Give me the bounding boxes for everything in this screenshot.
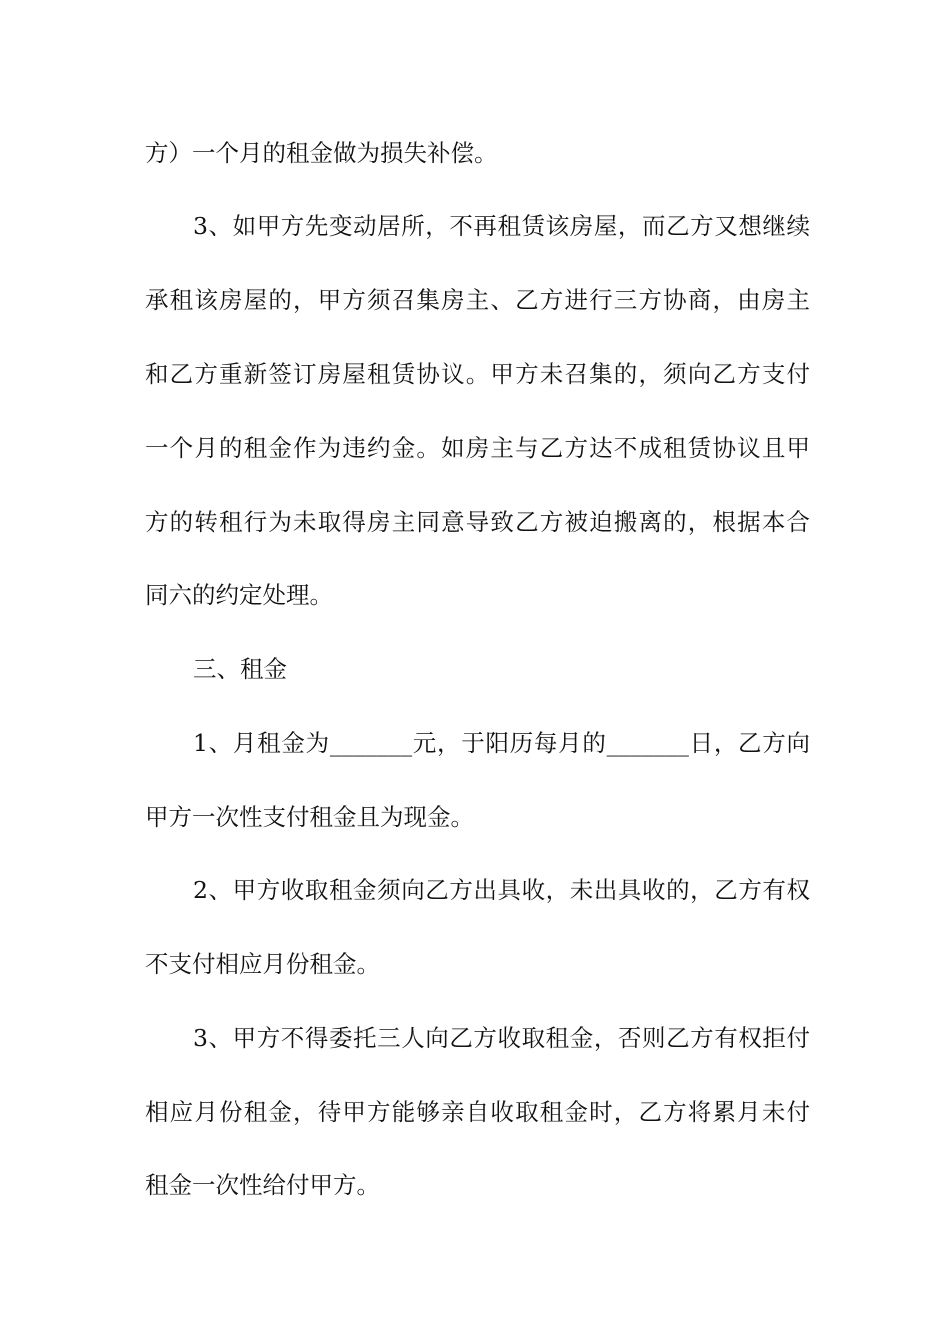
paragraph-line: 和乙方重新签订房屋租赁协议。甲方未召集的，须向乙方支付 [145,360,810,388]
paragraph-line: 承租该房屋的，甲方须召集房主、乙方进行三方协商，由房主 [145,286,810,314]
paragraph-line: 方的转租行为未取得房主同意导致乙方被迫搬离的，根据本合 [145,508,810,536]
paragraph-line: 租金一次性给付甲方。 [145,1171,380,1199]
paragraph-line: 1、月租金为_______元，于阳历每月的_______日，乙方向 [193,729,810,757]
paragraph-line: 甲方一次性支付租金且为现金。 [145,803,474,831]
paragraph-line: 2、甲方收取租金须向乙方出具收，未出具收的，乙方有权 [193,876,810,904]
paragraph-line: 3、如甲方先变动居所，不再租赁该房屋，而乙方又想继续 [193,212,810,240]
paragraph-line: 一个月的租金作为违约金。如房主与乙方达不成租赁协议且甲 [145,434,810,462]
paragraph-line: 相应月份租金，待甲方能够亲自收取租金时，乙方将累月未付 [145,1098,810,1126]
paragraph-line: 方）一个月的租金做为损失补偿。 [145,139,498,167]
paragraph-line: 不支付相应月份租金。 [145,950,380,978]
paragraph-line: 同六的约定处理。 [145,581,333,609]
paragraph-line: 3、甲方不得委托三人向乙方收取租金，否则乙方有权拒付 [193,1024,810,1052]
section-heading: 三、租金 [193,655,287,683]
